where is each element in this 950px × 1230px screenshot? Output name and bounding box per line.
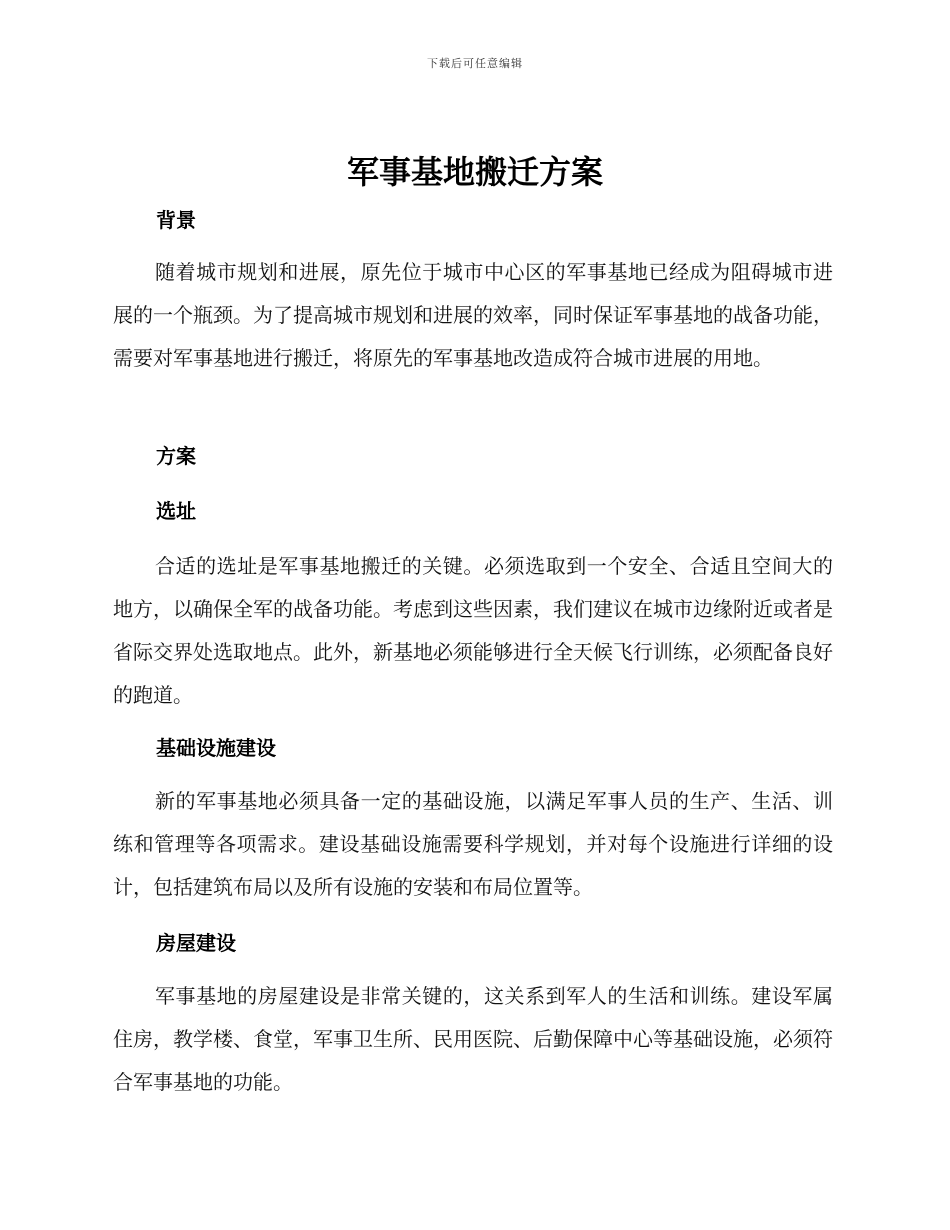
header-note: 下载后可任意编辑 [427, 57, 523, 70]
section-body-housing: 军事基地的房屋建设是非常关键的，这关系到军人的生活和训练。建设军属住房，教学楼、食堂，军事卫生所、民用医院、后勤保障中心等基础设施，必须符合军事基地的功能。 [113, 984, 833, 1094]
section-heading-infrastructure: 基础设施建设 [156, 736, 276, 760]
section-body-infrastructure: 新的军事基地必须具备一定的基础设施，以满足军事人员的生产、生活、训练和管理等各项需求。建设基础设施需要科学规划，并对每个设施进行详细的设计，包括建筑布局以及所有设施的安装和布局位置等。 [113, 789, 833, 899]
section-heading-site-selection: 选址 [156, 499, 196, 523]
section-body-background: 随着城市规划和进展，原先位于城市中心区的军事基地已经成为阻碍城市进展的一个瓶颈。为了提高城市规划和进展的效率，同时保证军事基地的战备功能，需要对军事基地进行搬迁，将原先的军事基地改造成符合城市进展的用地。 [113, 260, 833, 370]
section-heading-background: 背景 [156, 208, 196, 232]
section-body-site-selection: 合适的选址是军事基地搬迁的关键。必须选取到一个安全、合适且空间大的地方，以确保全军的战备功能。考虑到这些因素，我们建议在城市边缘附近或者是省际交界处选取地点。此外，新基地必须能够进行全天候飞行训练，必须配备良好的跑道。 [113, 554, 833, 707]
section-heading-plan: 方案 [156, 444, 196, 468]
section-heading-housing: 房屋建设 [156, 931, 236, 955]
document-title: 军事基地搬迁方案 [346, 153, 603, 191]
